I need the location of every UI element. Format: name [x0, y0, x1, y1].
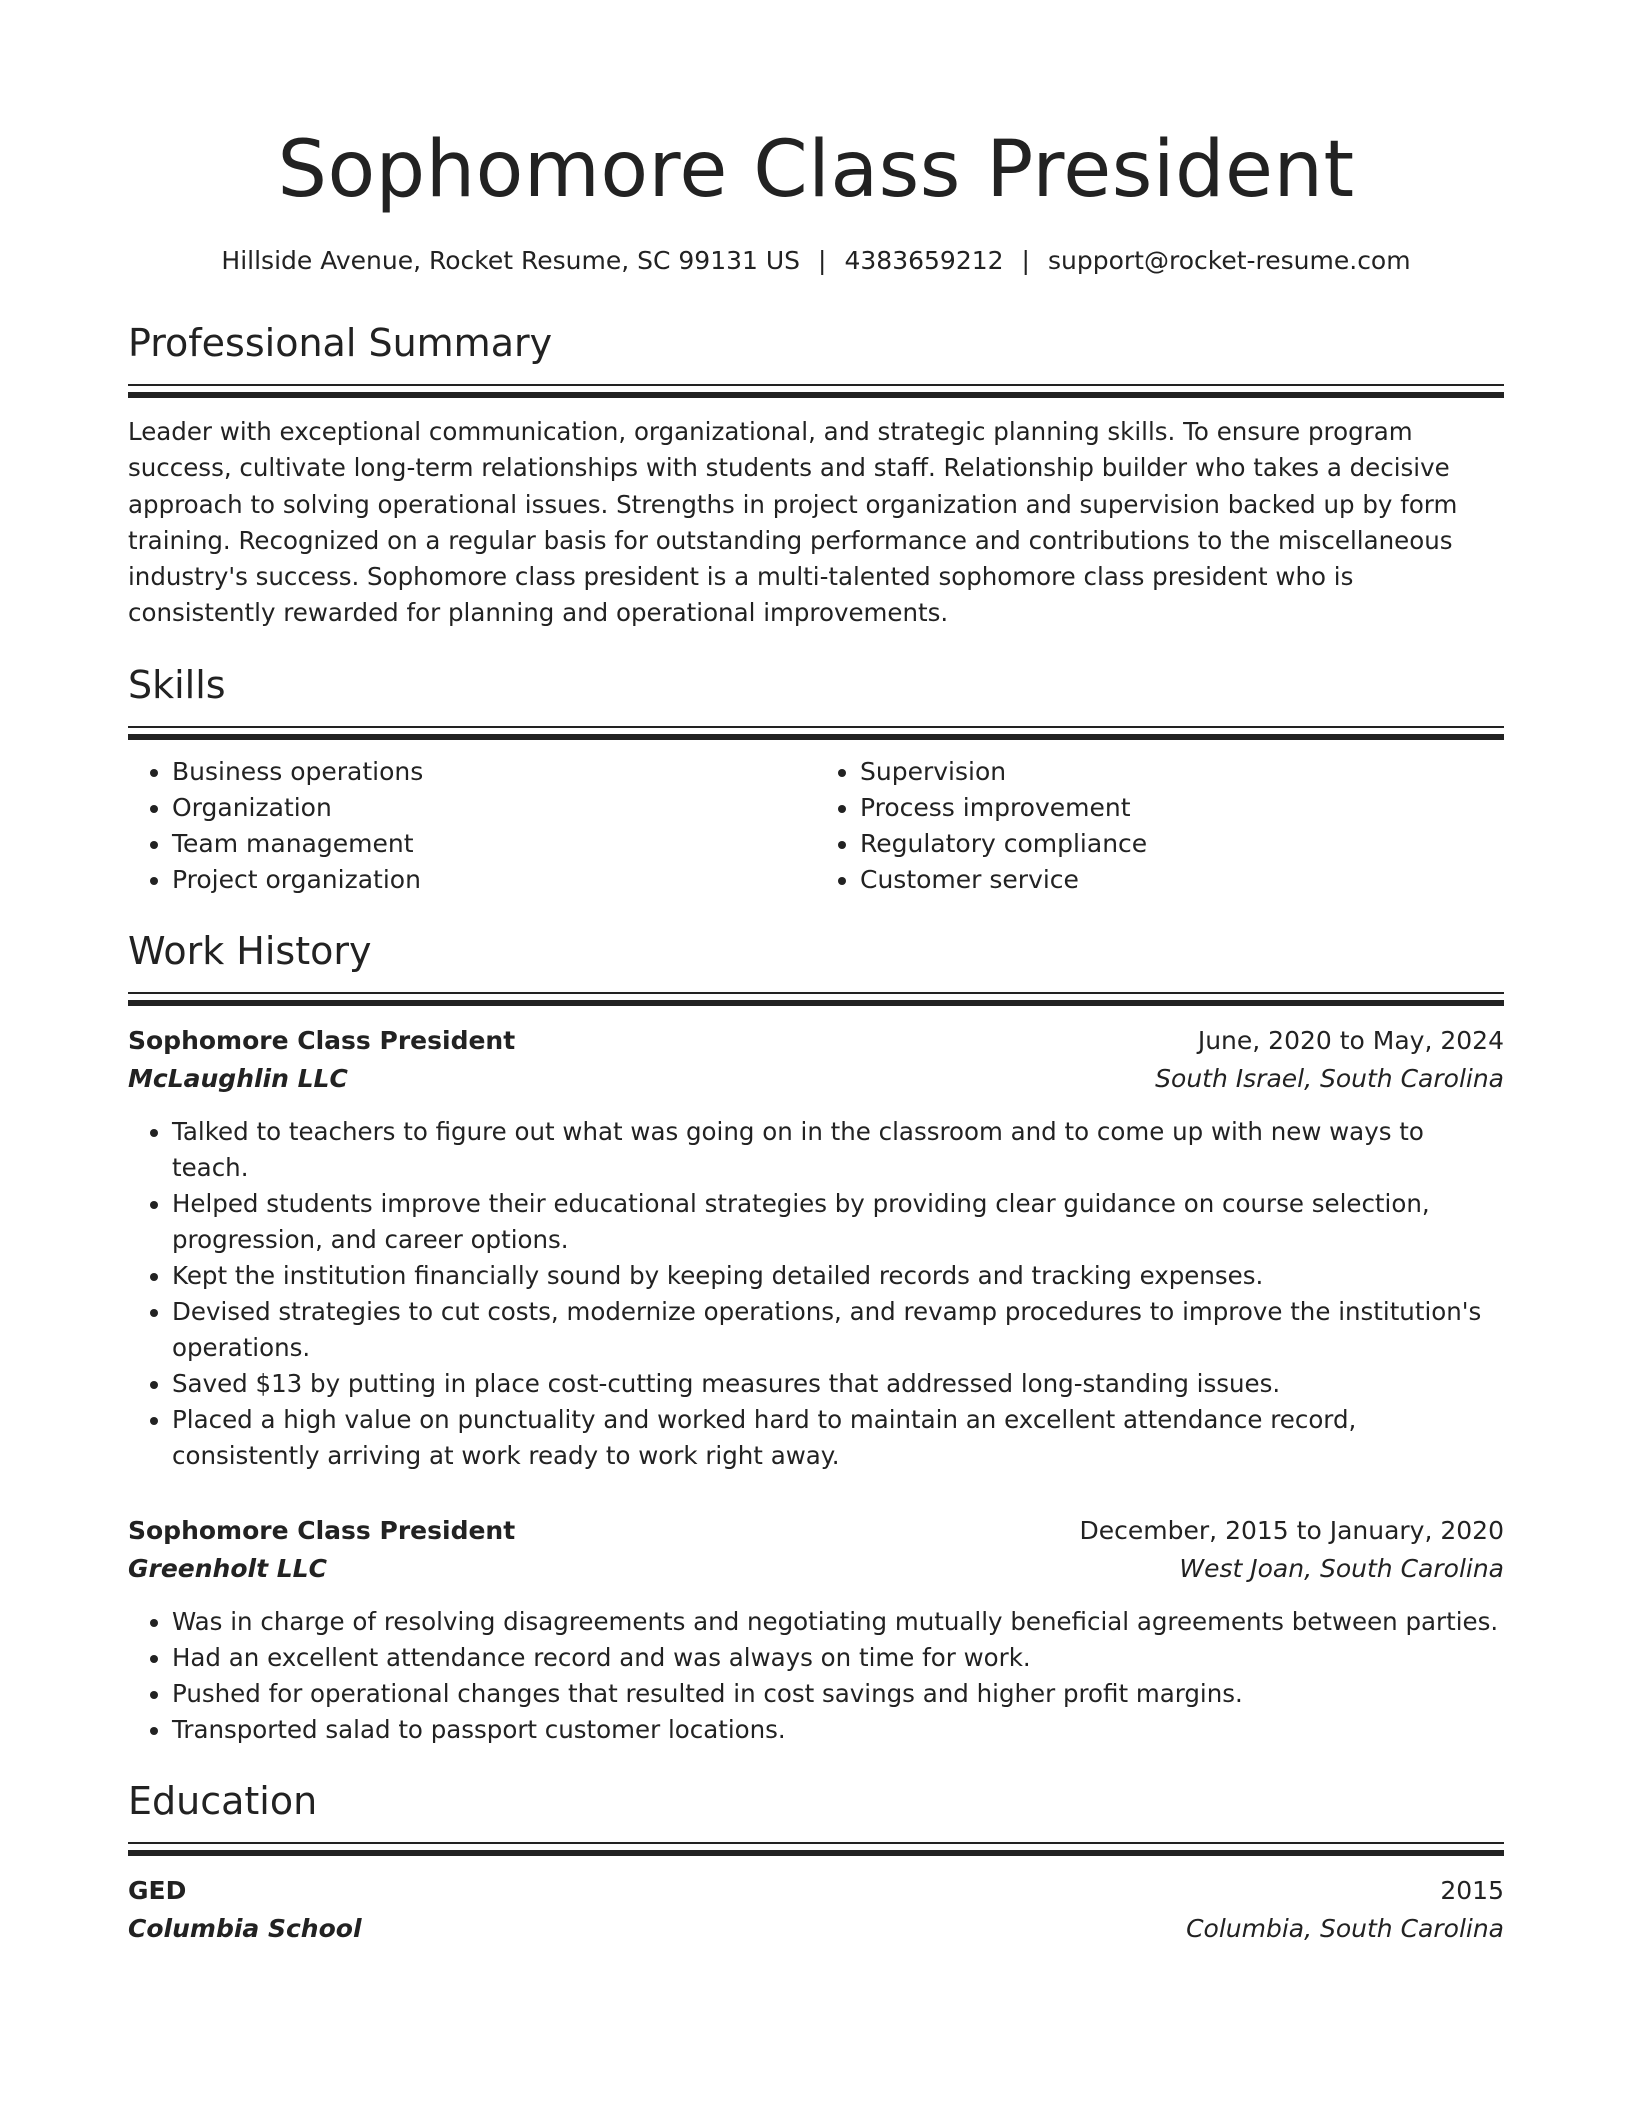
education-school-row [128, 1910, 1504, 1948]
job-bullet: • Helped students improve their educational strategies by providing clear guidance on course selection, progression, and career options. [172, 1186, 1504, 1258]
job-bullet: • Kept the institution financially sound by keeping detailed records and tracking expenses. [172, 1258, 1504, 1294]
education-degree: GED [128, 1875, 187, 1905]
skill-item: • Customer service [860, 862, 1504, 898]
skills-columns [128, 754, 1504, 898]
skill-item: • Team management [172, 826, 816, 862]
contact-email: support@rocket-resume.com [1047, 246, 1411, 275]
job-header-row [128, 1022, 1504, 1060]
job-header-row [128, 1512, 1504, 1550]
job-entry [128, 1022, 1504, 1474]
job-bullet: • Devised strategies to cut costs, modernize operations, and revamp procedures to improve the institution's operations. [172, 1294, 1504, 1366]
job-company: McLaughlin LLC [128, 1063, 348, 1093]
section-divider [128, 726, 1504, 728]
contact-separator: | [1021, 246, 1030, 275]
job-company: Greenholt LLC [128, 1553, 327, 1583]
education-section [128, 1778, 1504, 1948]
job-bullets [128, 1604, 1504, 1748]
contact-separator: | [818, 246, 827, 275]
section-title-skills: Skills [128, 662, 226, 707]
skills-list-right [816, 754, 1504, 898]
section-divider-thick [128, 1850, 1504, 1856]
education-school: Columbia School [128, 1913, 362, 1943]
section-divider [128, 1842, 1504, 1844]
skills-section [128, 662, 1504, 898]
job-entry [128, 1512, 1504, 1748]
section-title-education: Education [128, 1778, 318, 1823]
job-location: West Joan, South Carolina [1179, 1553, 1504, 1583]
contact-line [128, 244, 1504, 278]
contact-address: Hillside Avenue, Rocket Resume, SC 99131 US [221, 246, 801, 275]
skill-item: • Supervision [860, 754, 1504, 790]
job-bullet: • Saved $13 by putting in place cost-cutting measures that addressed long-standing issues. [172, 1366, 1504, 1402]
section-divider-thick [128, 734, 1504, 740]
job-bullet: • Placed a high value on punctuality and worked hard to maintain an excellent attendance record, consistently arriving at work ready to work right away. [172, 1402, 1504, 1474]
skill-item: • Project organization [172, 862, 816, 898]
job-company-row [128, 1550, 1504, 1588]
section-title-work-history: Work History [128, 928, 372, 973]
skill-item: • Process improvement [860, 790, 1504, 826]
candidate-name: Sophomore Class President [277, 125, 1355, 215]
skill-item: • Organization [172, 790, 816, 826]
summary-text: Leader with exceptional communication, organizational, and strategic planning skills. To ensure program success, cultivate long-term relationships with students and staff. Relationship builder who takes a decisive approach to solving operational issues. Strengths in project organization and supervision backed up by form training. Recognized on a regular basis for outstanding performance and contributions to the miscellaneous industry's success. Sophomore class president is a multi-talented sophomore class president who is consistently rewarded for planning and operational improvements. [128, 417, 1458, 628]
summary-section [128, 320, 1504, 632]
job-location: South Israel, South Carolina [1155, 1063, 1504, 1093]
job-bullet: • Pushed for operational changes that resulted in cost savings and higher profit margins. [172, 1676, 1504, 1712]
job-bullets [128, 1114, 1504, 1474]
work-history-section [128, 928, 1504, 1748]
job-title: Sophomore Class President [128, 1025, 516, 1055]
job-title: Sophomore Class President [128, 1515, 516, 1545]
section-divider-thick [128, 392, 1504, 398]
skill-item: • Regulatory compliance [860, 826, 1504, 862]
job-dates: December, 2015 to January, 2020 [1079, 1515, 1504, 1545]
section-divider [128, 992, 1504, 994]
contact-phone: 4383659212 [844, 246, 1004, 275]
job-bullet: • Was in charge of resolving disagreements and negotiating mutually beneficial agreements between parties. [172, 1604, 1504, 1640]
job-bullet: • Talked to teachers to figure out what was going on in the classroom and to come up with new ways to teach. [172, 1114, 1504, 1186]
education-year: 2015 [1440, 1875, 1504, 1905]
section-title-summary: Professional Summary [128, 321, 553, 365]
job-dates: June, 2020 to May, 2024 [1197, 1025, 1504, 1055]
section-divider-thick [128, 1000, 1504, 1006]
education-header-row [128, 1872, 1504, 1910]
job-company-row [128, 1060, 1504, 1098]
skill-item: • Business operations [172, 754, 816, 790]
education-location: Columbia, South Carolina [1186, 1913, 1504, 1943]
skills-list-left [128, 754, 816, 898]
job-bullet: • Transported salad to passport customer locations. [172, 1712, 1504, 1748]
education-entry [128, 1872, 1504, 1948]
job-bullet: • Had an excellent attendance record and was always on time for work. [172, 1640, 1504, 1676]
section-divider [128, 384, 1504, 386]
